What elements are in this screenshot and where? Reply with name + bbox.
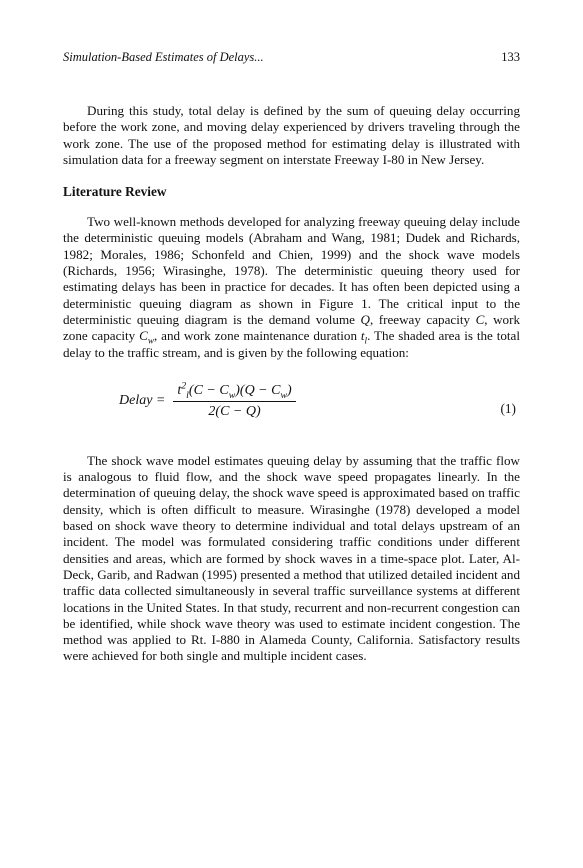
eq-num-rest-1: (C − C xyxy=(188,382,229,398)
paragraph-intro: During this study, total delay is defined by the sum of queuing delay occurring before the work zone, and moving delay experienced by drivers traveling through the work zone. The use of the proposed method for estimating delay is illustrated with simulation data for a freeway segment on interstate Freeway I-80 in New Jersey. xyxy=(63,103,520,167)
eq-num-sub-2: w xyxy=(280,389,288,401)
page-number: 133 xyxy=(501,50,520,64)
var-tl-sub: l xyxy=(364,335,368,346)
paragraph-text-e: . The shaded area is the total delay to the traffic stream, and is given by the following equation: xyxy=(63,328,520,360)
equation-lhs: Delay = xyxy=(119,393,166,409)
eq-num-rest-2: )(Q − C xyxy=(235,382,281,398)
var-q: Q xyxy=(360,311,370,327)
section-heading-literature-review: Literature Review xyxy=(63,184,167,200)
paragraph-text-c: , work zone capacity xyxy=(63,311,520,344)
var-cw xyxy=(139,328,154,346)
running-head-title: Simulation-Based Estimates of Delays... xyxy=(63,50,264,64)
paragraph-text-d: , and work zone maintenance duration xyxy=(153,328,361,344)
var-c: C xyxy=(475,311,485,327)
equation-fraction xyxy=(173,380,295,420)
eq-num-sub-1: w xyxy=(228,389,236,401)
paragraph-text-a: Two well-known methods developed for analyzing freeway queuing delay include the deterministic queuing models (Abraham and Wang, 1981; Dudek and Richards, 1982; Morales, 1986; Schonfeld and Chien, 1999) and the shock wave models (Richards, 1956; Wirasinghe, 1978). The deterministic queuing theory used for estimating delays has been in practice for decades. It has often been depicted using a deterministic queuing diagram as shown in Figure 1. The critical input to the deterministic queuing diagram is the demand volume xyxy=(63,214,520,327)
equation-body xyxy=(119,380,296,420)
eq-num-t: t xyxy=(177,382,182,398)
page-content xyxy=(63,50,520,665)
var-cw-sub: w xyxy=(147,335,154,346)
eq-num-t-sup: 2 xyxy=(181,380,187,392)
var-tl-base: t xyxy=(360,328,365,344)
paragraph-shock-wave: The shock wave model estimates queuing delay by assuming that the traffic flow is analogous to fluid flow, and the shock wave speed propagates linearly. In the determination of queuing delay, the shock wave speed is approximated based on traffic density, which is often difficult to measure. Wirasinghe (1978) developed a model based on shock wave theory to determine individual and total delays upstream of an incident. The model was formulated considering traffic conditions under different densities and areas, which are formed by shock waves in a time-space plot. Later, Al-Deck, Garib, and Radwan (1995) presented a method that utilized detailed incident and traffic data collected simultaneously in several traffic surveillance systems at different locations in the United States. In that study, recurrent and non-recurrent congestion can be identified, while shock wave theory was used to estimate incident congestion. The method was applied to Rt. I-880 in Alameda County, California. Satisfactory results were achieved for both single and multiple incident cases. xyxy=(63,452,520,664)
running-head xyxy=(63,50,520,68)
eq-num-rest-3: ) xyxy=(287,382,292,398)
equation-denominator: 2(C − Q) xyxy=(208,403,261,419)
eq-num-t-sub: l xyxy=(186,389,189,401)
var-cw-base: C xyxy=(139,328,148,344)
equation-numerator xyxy=(173,380,295,402)
equation-number: (1) xyxy=(500,400,516,416)
equation-delay xyxy=(63,375,520,439)
paragraph-queuing-models xyxy=(63,214,520,361)
paragraph-text-b: , freeway capacity xyxy=(369,311,476,327)
